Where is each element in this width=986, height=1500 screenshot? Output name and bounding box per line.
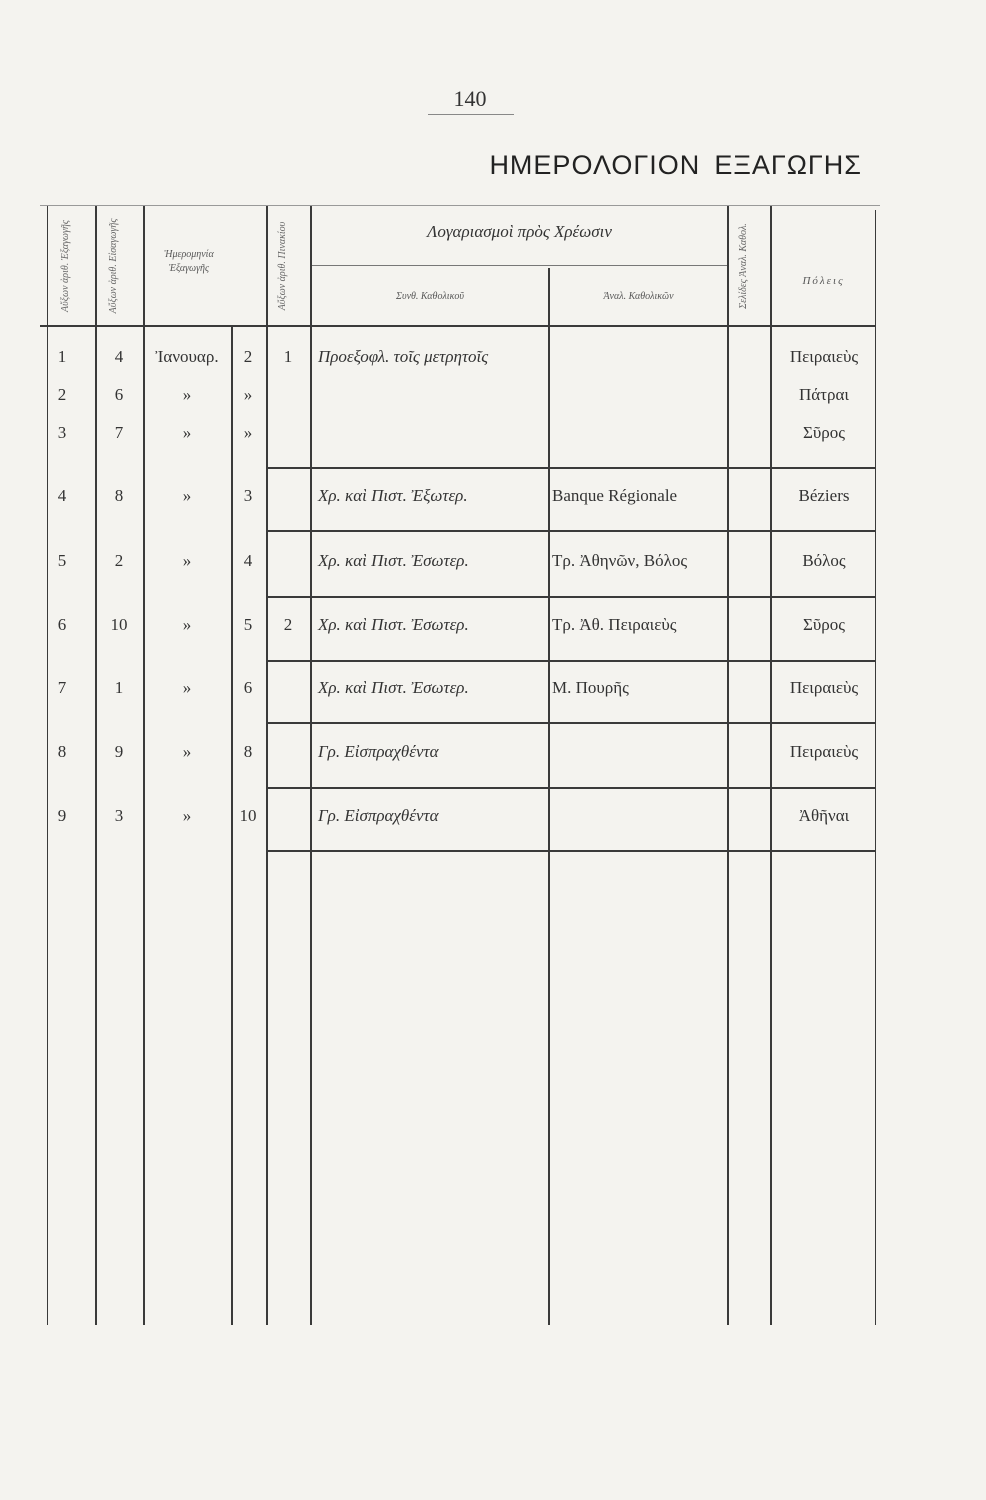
page-title-word1: ΗΜΕΡΟΛΟΓΙΟΝ <box>489 150 701 180</box>
column-rule <box>47 205 48 1325</box>
column-rule <box>266 205 268 1325</box>
cell-date-day: 3 <box>243 486 253 505</box>
cell-city: Σῦρος <box>802 423 846 442</box>
cell-date-month: » <box>182 615 192 634</box>
row-rule <box>266 530 876 532</box>
header-import-no: Αὔξων ἀριθ. Εἰσαγωγῆς <box>108 218 119 314</box>
column-rule <box>727 205 729 1325</box>
cell-import-no: 10 <box>110 615 128 634</box>
cell-export-no: 3 <box>57 423 67 442</box>
cell-account-analytic: Τρ. Ἀθηνῶν, Βόλος <box>552 551 688 570</box>
cell-account-general: Χρ. καὶ Πιστ. Ἐσωτερ. <box>318 678 469 697</box>
page-number: 140 <box>453 86 487 111</box>
cell-import-no: 2 <box>114 551 124 570</box>
cell-account-analytic: Banque Régionale <box>552 486 678 505</box>
cell-date-month: » <box>182 742 192 761</box>
header-cities: Πόλεις <box>802 275 845 287</box>
row-rule <box>266 722 876 724</box>
row-rule <box>266 596 876 598</box>
header-accounts: Λογαριασμοὶ πρὸς Χρέωσιν <box>427 222 612 241</box>
cell-date-month: » <box>182 423 192 442</box>
row-rule <box>266 660 876 662</box>
header-pages: Σελίδες Ἀναλ. Καθολ. <box>738 223 749 309</box>
cell-export-no: 8 <box>57 742 67 761</box>
cell-date-month: » <box>182 551 192 570</box>
column-rule <box>875 210 876 1325</box>
cell-export-no: 4 <box>57 486 67 505</box>
header-accounts-analytic: Ἀναλ. Καθολικῶν <box>603 291 674 302</box>
cell-date-month: » <box>182 486 192 505</box>
row-rule <box>266 787 876 789</box>
cell-table-no: 1 <box>283 347 293 366</box>
cell-date-day: 6 <box>243 678 253 697</box>
cell-city: Πειραιεὺς <box>789 678 859 697</box>
cell-city: Σῦρος <box>802 615 846 634</box>
cell-city: Πειραιεὺς <box>789 742 859 761</box>
cell-date-day: 2 <box>243 347 253 366</box>
cell-date-month: » <box>182 385 192 404</box>
column-rule <box>310 205 312 1325</box>
cell-export-no: 2 <box>57 385 67 404</box>
column-rule <box>548 268 550 1325</box>
cell-date-day: 4 <box>243 551 253 570</box>
cell-import-no: 7 <box>114 423 124 442</box>
cell-account-general: Χρ. καὶ Πιστ. Ἐξωτερ. <box>318 486 468 505</box>
row-rule <box>266 467 876 469</box>
cell-date-day: 5 <box>243 615 253 634</box>
column-rule <box>143 205 145 1325</box>
cell-export-no: 7 <box>57 678 67 697</box>
cell-import-no: 6 <box>114 385 124 404</box>
cell-date-month: » <box>182 678 192 697</box>
cell-date-day: 8 <box>243 742 253 761</box>
cell-city: Πειραιεὺς <box>789 347 859 366</box>
cell-city: Πάτραι <box>799 385 849 404</box>
header-accounts-general: Συνθ. Καθολικοῦ <box>396 291 464 302</box>
cell-city: Béziers <box>798 486 850 505</box>
header-table-no: Αὔξων ἀριθ. Πινακίου <box>277 221 288 311</box>
cell-date-month: Ἰανουαρ. <box>155 347 219 366</box>
page-title-word2: ΕΞΑΓΩΓΗΣ <box>714 150 862 180</box>
cell-export-no: 6 <box>57 615 67 634</box>
cell-date-day: » <box>243 423 253 442</box>
cell-import-no: 8 <box>114 486 124 505</box>
cell-account-general: Γρ. Εἰσπραχθέντα <box>318 742 439 761</box>
cell-export-no: 9 <box>57 806 67 825</box>
cell-date-day: » <box>243 385 253 404</box>
cell-account-general: Προεξοφλ. τοῖς μετρητοῖς <box>318 347 489 366</box>
cell-account-analytic: Μ. Πουρῆς <box>552 678 629 697</box>
cell-import-no: 3 <box>114 806 124 825</box>
cell-city: Ἀθῆναι <box>798 806 850 825</box>
cell-export-no: 1 <box>57 347 67 366</box>
cell-import-no: 1 <box>114 678 124 697</box>
header-sub-rule <box>312 265 727 266</box>
header-export-no: Αὔξων ἀριθ. Ἐξαγωγῆς <box>60 220 71 312</box>
column-rule <box>231 325 233 1325</box>
column-rule <box>95 205 97 1325</box>
cell-date-month: » <box>182 806 192 825</box>
cell-city: Βόλος <box>802 551 846 570</box>
column-rule <box>770 205 772 1325</box>
cell-import-no: 4 <box>114 347 124 366</box>
cell-account-analytic: Τρ. Ἀθ. Πειραιεὺς <box>552 615 677 634</box>
cell-account-general: Χρ. καὶ Πιστ. Ἐσωτερ. <box>318 615 469 634</box>
cell-account-general: Χρ. καὶ Πιστ. Ἐσωτερ. <box>318 551 469 570</box>
cell-date-day: 10 <box>239 806 257 825</box>
row-rule <box>266 850 876 852</box>
cell-account-general: Γρ. Εἰσπραχθέντα <box>318 806 439 825</box>
cell-import-no: 9 <box>114 742 124 761</box>
cell-table-no: 2 <box>283 615 293 634</box>
cell-export-no: 5 <box>57 551 67 570</box>
header-date: Ἡμερομηνία Ἐξαγωγῆς <box>164 249 214 274</box>
